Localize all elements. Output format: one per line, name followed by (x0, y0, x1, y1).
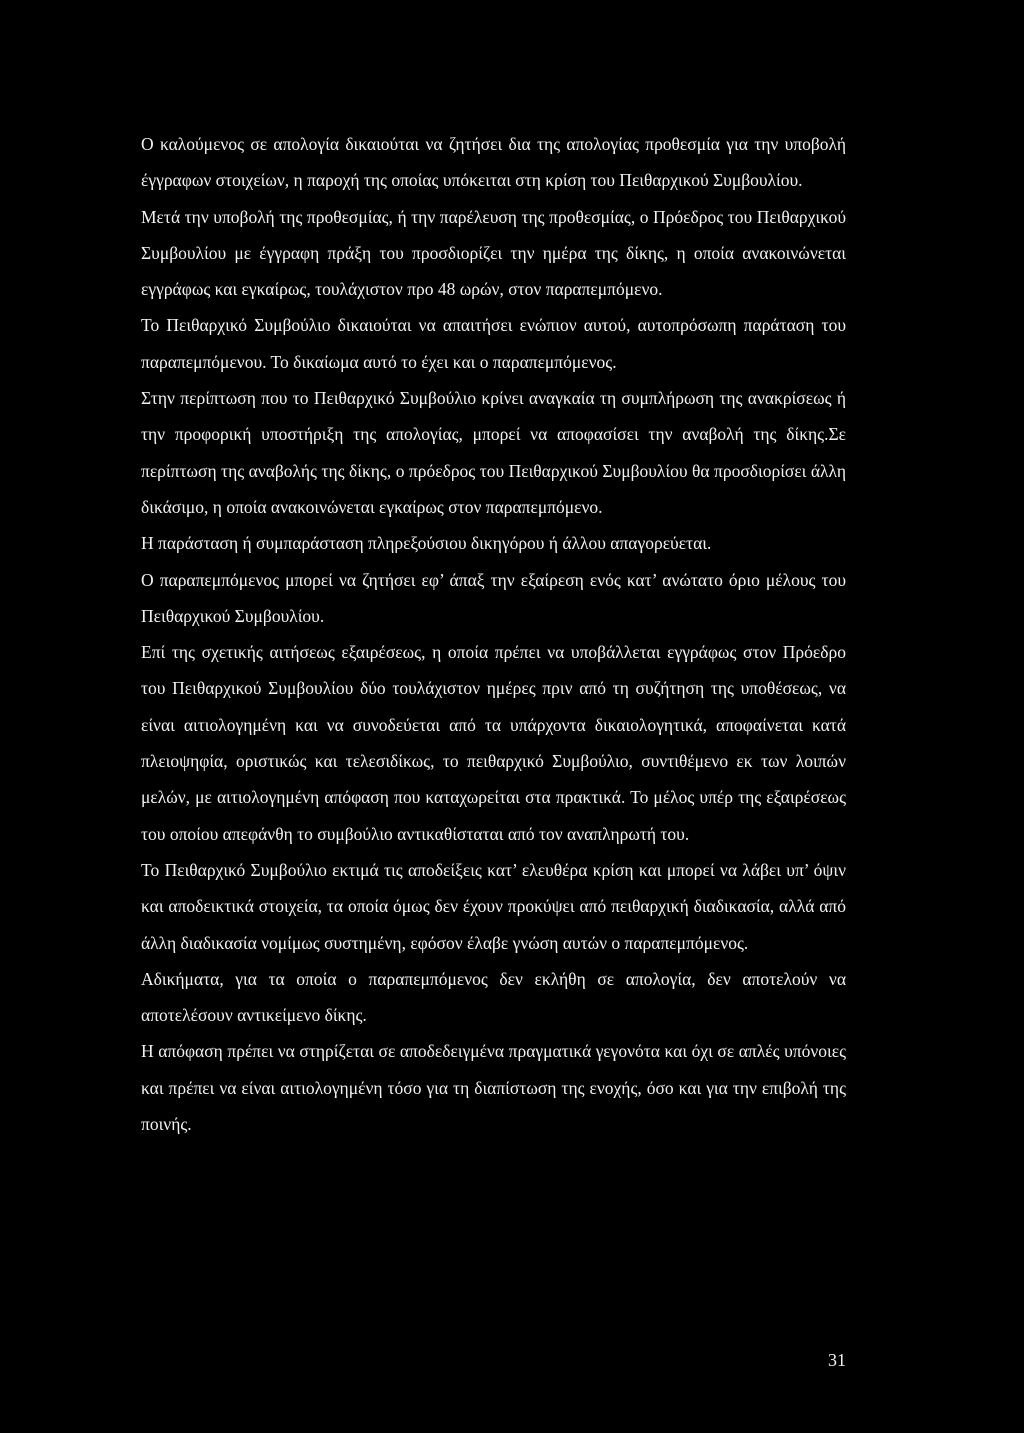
paragraph-5: Η παράσταση ή συμπαράσταση πληρεξούσιου δικηγόρου ή άλλου απαγορεύεται. (141, 533, 712, 554)
paragraph-1: Ο καλούμενος σε απολογία δικαιούται να ζητήσει δια της απολογίας προθεσμία για την υποβολή έγγραφων στοιχείων, η παροχή της οποίας υπόκειται στη κρίση του Πειθαρχικού Συμβουλίου. (141, 134, 846, 191)
paragraph-3: Το Πειθαρχικό Συμβούλιο δικαιούται να απαιτήσει ενώπιον αυτού, αυτοπρόσωπη παράταση του παραπεμπόμενου. Το δικαίωμα αυτό το έχει και ο παραπεμπόμενος. (141, 315, 846, 372)
paragraph-4: Στην περίπτωση που το Πειθαρχικό Συμβούλιο κρίνει αναγκαία τη συμπλήρωση της ανακρίσεως ή την προφορική υποστήριξη της απολογίας, μπορεί να αποφασίσει την αναβολή της δίκης.Σε περίπτωση της αναβολής της δίκης, ο πρόεδρος του Πειθαρχικού Συμβουλίου θα προσδιορίσει άλλη δικάσιμο, η οποία ανακοινώνεται εγκαίρως στον παραπεμπόμενο. (141, 388, 846, 517)
paragraph-2: Μετά την υποβολή της προθεσμίας, ή την παρέλευση της προθεσμίας, ο Πρόεδρος του Πειθαρχικού Συμβουλίου με έγγραφη πράξη του προσδιορίζει την ημέρα της δίκης, η οποία ανακοινώνεται εγγράφως και εγκαίρως, τουλάχιστον προ 48 ωρών, στον παραπεμπόμενο. (141, 206, 846, 300)
paragraph-9: Αδικήματα, για τα οποία ο παραπεμπόμενος δεν εκλήθη σε απολογία, δεν αποτελούν να αποτελέσουν αντικείμενο δίκης. (141, 968, 846, 1026)
paragraph-7: Επί της σχετικής αιτήσεως εξαιρέσεως, η οποία πρέπει να υποβάλλεται εγγράφως στον Πρόεδρο του Πειθαρχικού Συμβουλίου δύο τουλάχιστον ημέρες πριν από τη συζήτηση της υποθέσεως, να είναι αιτιολογημένη και να συνοδεύεται από τα υπάρχοντα δικαιολογητικά, αποφαίνεται κατά πλειοψηφία, οριστικώς και τελεσιδίκως, το πειθαρχικό Συμβούλιο, συντιθέμενο εκ των λοιπών μελών, με αιτιολογημένη απόφαση που καταχωρείται στα πρακτικά. Το μέλος υπέρ της εξαιρέσεως του οποίου απεφάνθη το συμβούλιο αντικαθίσταται από τον αναπληρωτή του. (141, 642, 846, 844)
document-body (141, 126, 846, 1142)
paragraph-6: Ο παραπεμπόμενος μπορεί να ζητήσει εφ’ άπαξ την εξαίρεση ενός κατ’ ανώτατο όριο μέλους του Πειθαρχικού Συμβουλίου. (141, 569, 846, 626)
paragraph-8: Το Πειθαρχικό Συμβούλιο εκτιμά τις αποδείξεις κατ’ ελευθέρα κρίση και μπορεί να λάβει υπ’ όψιν και αποδεικτικά στοιχεία, τα οποία όμως δεν έχουν προκύψει από πειθαρχική διαδικασία, αλλά από άλλη διαδικασία νομίμως συστημένη, εφόσον έλαβε γνώση αυτών ο παραπεμπόμενος. (141, 859, 846, 953)
paragraph-10: Η απόφαση πρέπει να στηρίζεται σε αποδεδειγμένα πραγματικά γεγονότα και όχι σε απλές υπόνοιες και πρέπει να είναι αιτιολογημένη τόσο για τη διαπίστωση της ενοχής, όσο και για την επιβολή της ποινής. (141, 1041, 846, 1135)
page-number: 31 (828, 1350, 846, 1370)
